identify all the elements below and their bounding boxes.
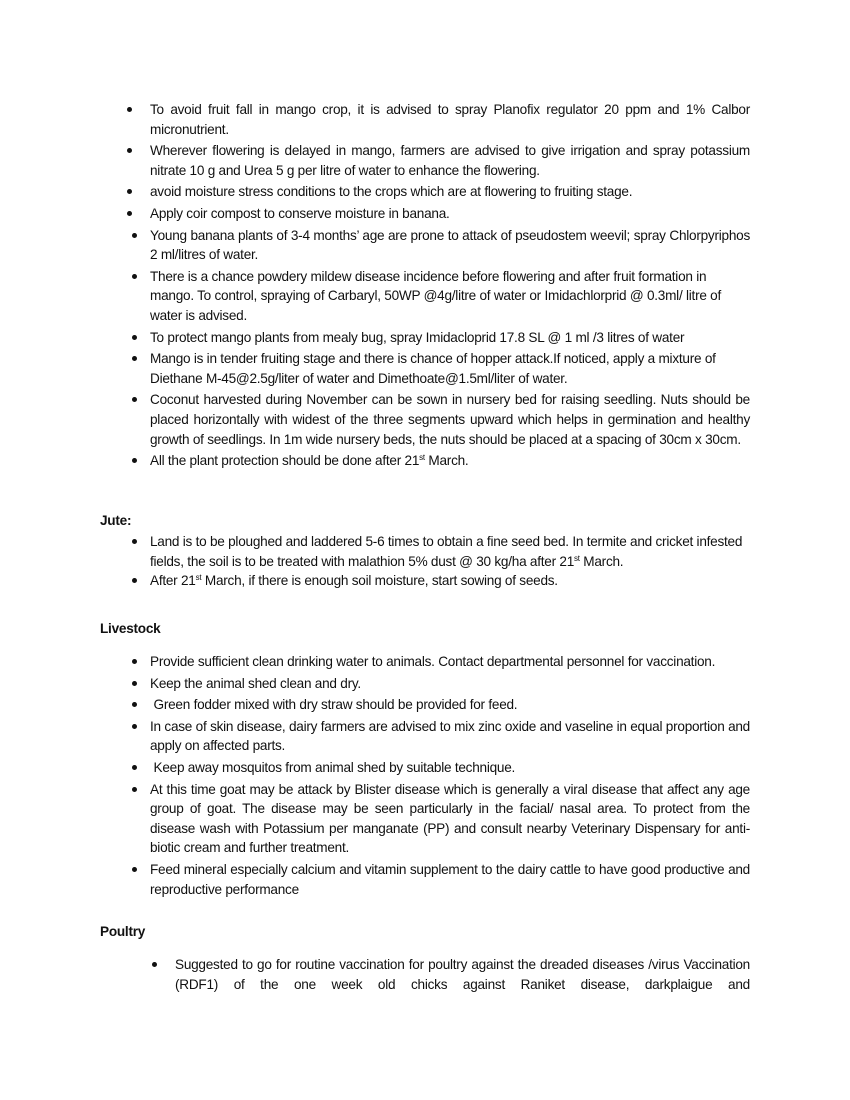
livestock-advisory-list	[0, 652, 750, 901]
bullet-icon	[132, 390, 138, 410]
section-heading-poultry: Poultry	[100, 924, 146, 939]
list-item: Keep the animal shed clean and dry.	[150, 674, 750, 696]
bullet-icon	[132, 226, 138, 246]
bullet-icon	[132, 349, 138, 369]
list-item: Feed mineral especially calcium and vitamin supplement to the dairy cattle to have good productive and reproductive performance	[150, 860, 750, 901]
bullet-icon	[152, 955, 158, 975]
list-item: There is a chance powdery mildew disease incidence before flowering and after fruit formation in mango. To control, spraying of Carbaryl, 50WP @4g/litre of water or Imidachlorprid @ 0.3ml/ litre of water is advised.	[150, 267, 750, 328]
list-item: Apply coir compost to conserve moisture in banana.	[150, 204, 750, 226]
list-item: Coconut harvested during November can be sown in nursery bed for raising seedling. Nuts should be placed horizontally with widest of the three segments upward which helps in germination and healthy growth of seedlings. In 1m wide nursery beds, the nuts should be placed at a spacing of 30cm x 30cm.	[150, 390, 750, 451]
list-item: At this time goat may be attack by Blister disease which is generally a viral disease that affect any age group of goat. The disease may be seen particularly in the facial/ nasal area. To protect from the disease wash with Potassium per manganate (PP) and consult nearby Veterinary Dispensary for anti-biotic cream and further treatment.	[150, 780, 750, 860]
section-heading-jute: Jute:	[100, 513, 132, 528]
list-item: Young banana plants of 3-4 months’ age are prone to attack of pseudostem weevil; spray Chlorpyriphos 2 ml/litres of water.	[150, 226, 750, 267]
bullet-icon	[132, 717, 138, 737]
list-item: Keep away mosquitos from animal shed by suitable technique.	[150, 758, 750, 780]
bullet-icon	[127, 100, 133, 120]
bullet-icon	[127, 204, 133, 224]
list-item: avoid moisture stress conditions to the crops which are at flowering to fruiting stage.	[150, 182, 750, 204]
bullet-icon	[132, 532, 138, 552]
list-item: Suggested to go for routine vaccination for poultry against the dreaded diseases /virus Vaccination (RDF1) of the one week old chicks against Raniket disease, darkplaigue and	[175, 955, 750, 994]
bullet-icon	[132, 267, 138, 287]
bullet-icon	[132, 652, 138, 672]
list-item: To protect mango plants from mealy bug, spray Imidacloprid 17.8 SL @ 1 ml /3 litres of water	[150, 328, 750, 350]
bullet-icon	[132, 674, 138, 694]
list-item: In case of skin disease, dairy farmers are advised to mix zinc oxide and vaseline in equal proportion and apply on affected parts.	[150, 717, 750, 758]
list-item: Green fodder mixed with dry straw should be provided for feed.	[150, 695, 750, 717]
bullet-icon	[132, 571, 138, 591]
bullet-icon	[132, 758, 138, 778]
bullet-icon	[127, 141, 133, 161]
bullet-icon	[127, 182, 133, 202]
bullet-icon	[132, 328, 138, 348]
list-item: All the plant protection should be done after 21st March.	[150, 451, 750, 473]
jute-advisory-list	[0, 532, 750, 593]
list-item: Mango is in tender fruiting stage and there is chance of hopper attack.If noticed, apply a mixture of Diethane M-45@2.5g/liter of water and Dimethoate@1.5ml/liter of water.	[150, 349, 750, 390]
list-item: Land is to be ploughed and laddered 5-6 times to obtain a fine seed bed. In termite and cricket infested fields, the soil is to be treated with malathion 5% dust @ 30 kg/ha after 21st March.	[150, 532, 750, 571]
bullet-icon	[132, 695, 138, 715]
bullet-icon	[132, 860, 138, 880]
poultry-advisory-list	[0, 955, 750, 994]
bullet-icon	[132, 780, 138, 800]
list-item: Provide sufficient clean drinking water to animals. Contact departmental personnel for vaccination.	[150, 652, 750, 674]
list-item: Wherever flowering is delayed in mango, farmers are advised to give irrigation and spray potassium nitrate 10 g and Urea 5 g per litre of water to enhance the flowering.	[150, 141, 750, 182]
list-item: To avoid fruit fall in mango crop, it is advised to spray Planofix regulator 20 ppm and 1% Calbor micronutrient.	[150, 100, 750, 141]
bullet-icon	[132, 451, 138, 471]
list-item: After 21st March, if there is enough soil moisture, start sowing of seeds.	[150, 571, 750, 593]
crops-advisory-list	[0, 100, 750, 473]
section-heading-livestock: Livestock	[100, 621, 161, 636]
